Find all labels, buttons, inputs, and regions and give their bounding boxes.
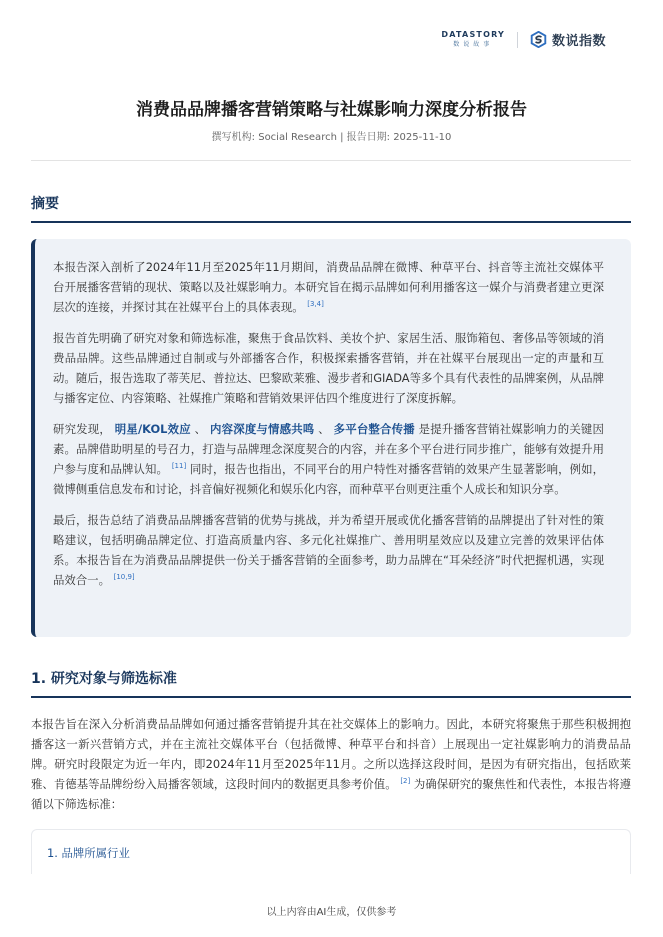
keyword-separator: 、 <box>194 422 207 436</box>
datastory-logo-subtitle: 数说故事 <box>453 41 494 48</box>
summary-paragraph-4 <box>53 510 604 590</box>
section-1-heading: 1. 研究对象与筛选标准 <box>31 668 631 698</box>
shushuo-index-logo-text: 数说指数 <box>551 34 606 49</box>
citation-link[interactable]: [2] <box>400 777 411 786</box>
section-1-paragraph-end: 为确保研究的聚焦性和代表性，本报告将遵循以下筛选标准： <box>31 777 631 811</box>
shushuo-index-logo-icon <box>530 31 547 48</box>
summary-paragraph-1 <box>53 257 604 317</box>
report-title: 消费品品牌播客营销策略与社媒影响力深度分析报告 <box>136 100 527 120</box>
summary-paragraph-4-text: 最后，报告总结了消费品品牌播客营销的优势与挑战，并为希望开展或优化播客营销的品牌提出了针对性的策略建议，包括明确品牌定位、打造高质量内容、多元化社媒推广、善用明星效应以及建立完善的效果评估体系。本报告旨在为消费品品牌提供一份关于播客营销的全面参考，助力品牌在“耳朵经济”时代把握机遇，实现品效合一。 <box>53 513 604 587</box>
summary-heading: 摘要 <box>31 193 631 223</box>
summary-box <box>31 239 631 637</box>
summary-paragraph-3-intro: 研究发现， <box>53 422 111 436</box>
datastory-logo-wordmark: DATASTORY <box>441 30 505 39</box>
datastory-logo <box>441 31 505 48</box>
header-divider <box>31 160 631 161</box>
report-meta: 撰写机构: Social Research | 报告日期: 2025-11-10 <box>211 132 452 143</box>
citation-link[interactable]: [11] <box>171 462 187 471</box>
keyword-separator: 、 <box>318 422 330 436</box>
summary-paragraph-1-text: 本报告深入剖析了2024年11月至2025年11月期间，消费品品牌在微博、种草平台、抖音等主流社交媒体平台开展播客营销的现状、策略以及社媒影响力。本研究旨在揭示品牌如何利用播客这一媒介与消费者建立更深层次的连接，并探讨其在社媒平台上的具体表现。 <box>53 260 604 314</box>
summary-paragraph-2: 报告首先明确了研究对象和筛选标准，聚焦于食品饮料、美妆个护、家居生活、服饰箱包、奢侈品等领域的消费品品牌。这些品牌通过自制或与外部播客合作，积极探索播客营销，并在社媒平台展现出一定的声量和互动。随后，报告选取了蒂芙尼、普拉达、巴黎欧莱雅、漫步者和GIADA等多个具有代表性的品牌案例，从品牌与播客定位、内容策略、社媒推广策略和营销效果评估四个维度进行了深度拆解。 <box>53 331 604 405</box>
ai-disclaimer: 以上内容由AI生成，仅供参考 <box>266 907 397 918</box>
keyword-content-depth: 内容深度与情感共鸣 <box>210 422 315 436</box>
summary-paragraph-3 <box>53 419 604 499</box>
criteria-card-title: 1. 品牌所属行业 <box>47 846 130 860</box>
summary-paragraph-3-end: 同时，报告也指出，不同平台的用户特性对播客营销的效果产生显著影响，例如，微博侧重信息发布和讨论，抖音偏好视频化和娱乐化内容，而种草平台则更注重个人成长和知识分享。 <box>53 462 605 496</box>
keyword-celebrity-kol: 明星/KOL效应 <box>114 422 191 436</box>
shushuo-index-logo <box>530 30 606 49</box>
header-logos <box>441 30 606 49</box>
logo-divider <box>517 32 518 48</box>
summary-paragraph-3-middle: 是提升播客营销社媒影响力的关键因素。品牌借助明星的号召力，打造与品牌理念深度契合的内容，并在多个平台进行同步推广，能够有效提升用户参与度和品牌认知。 <box>53 422 604 476</box>
section-1-paragraph-text: 本报告旨在深入分析消费品品牌如何通过播客营销提升其在社交媒体上的影响力。因此，本研究将聚焦于那些积极拥抱播客这一新兴营销方式，并在主流社交媒体平台（包括微博、种草平台和抖音）上展现出一定社媒影响力的消费品品牌。研究时段限定为近一年内，即2024年11月至2025年11月。之所以选择这段时间，是因为有研究指出，包括欧莱雅、肯德基等品牌纷纷入局播客领域，这段时间内的数据更具参考价值。 <box>31 717 631 791</box>
section-1-paragraph <box>31 714 631 814</box>
citation-link[interactable]: [3,4] <box>307 300 324 309</box>
citation-link[interactable]: [10,9] <box>113 573 135 582</box>
keyword-multi-platform: 多平台整合传播 <box>333 422 415 436</box>
footer <box>0 874 663 937</box>
